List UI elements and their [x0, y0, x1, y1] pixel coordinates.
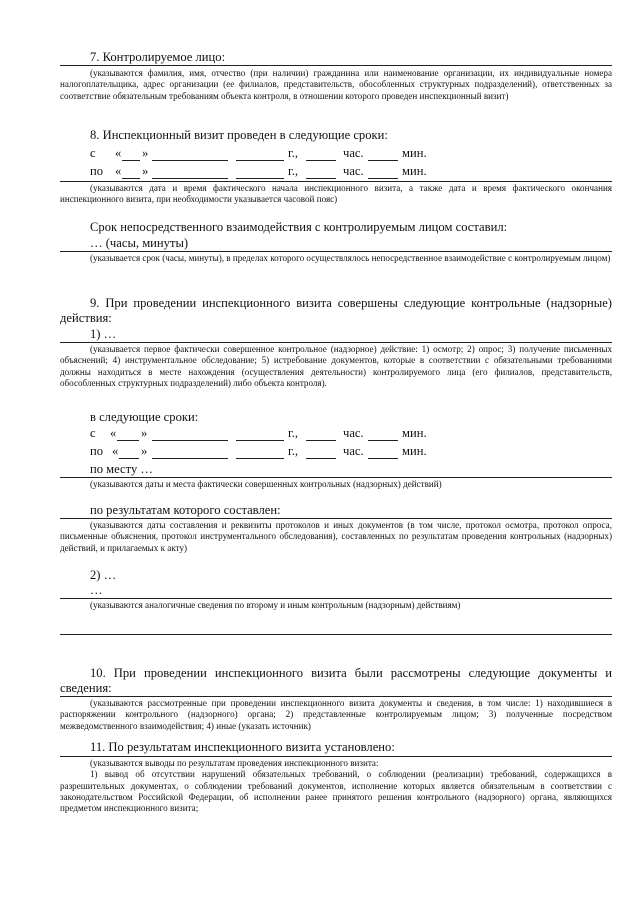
minute-field[interactable] [368, 440, 398, 441]
day-field[interactable] [122, 160, 140, 161]
date-row-from: с « » г., час. мин. [90, 146, 427, 160]
month-field[interactable] [152, 178, 228, 179]
action-result-label: по результатам которого составлен: [90, 503, 281, 517]
section-11-note: (указываются выводы по результатам проведения инспекционного визита: [60, 756, 612, 769]
action-place[interactable]: по месту … [90, 462, 154, 476]
hour-field[interactable] [306, 440, 336, 441]
hour-field[interactable] [306, 160, 336, 161]
month-field[interactable] [152, 160, 228, 161]
blank-line[interactable] [60, 634, 612, 635]
year-field[interactable] [236, 458, 284, 459]
term-note: (указывается срок (часы, минуты), в пределах которого осуществлялось непосредственное взаимодействие с контролируемым лицом) [60, 251, 612, 264]
action-place-note: (указываются даты и места фактически совершенных контрольных (надзорных) действий) [60, 477, 612, 490]
day-field[interactable] [117, 440, 139, 441]
day-field[interactable] [122, 178, 140, 179]
section-7-note: (указываются фамилия, имя, отчество (при наличии) гражданина или наименование организации, их индивидуальные номера налогоплательщика, адрес организации (ее филиалов, представительств, обособленных структурных подразделений), ответственных за соответствие обязательным требованиям объекта контроля, в отношении которого проведен инспекционный визит) [60, 68, 612, 101]
date-row-to: по « » г., час. мин. [90, 164, 427, 178]
action-date-row-from: с « » г., час. мин. [90, 426, 427, 440]
minute-field[interactable] [368, 160, 398, 161]
section-10-heading: 10. При проведении инспекционного визита были рассмотрены следующие документы и сведения: [60, 666, 612, 695]
action-2-note: (указываются аналогичные сведения по второму и иным контрольным (надзорным) действиям) [60, 598, 612, 611]
hour-field[interactable] [306, 458, 336, 459]
action-terms-label: в следующие сроки: [90, 410, 199, 424]
year-field[interactable] [236, 160, 284, 161]
action-1-note: (указывается первое фактически совершенное контрольное (надзорное) действие: 1) осмотр; 2) опрос; 3) получение письменных объяснений; 4) инструментальное обследование; 5) истребование документов, которые в соответствии с обязательными требованиями должны находиться в месте нахождения (осуществления деятельности) контролируемого лица (его филиалов, представительств, обособленных структурных подразделений) либо объекта контроля). [60, 344, 612, 388]
term-heading: Срок непосредственного взаимодействия с контролируемым лицом составил: [90, 220, 508, 234]
section-7-heading: 7. Контролируемое лицо: [60, 50, 612, 66]
section-9-heading: 9. При проведении инспекционного визита совершены следующие контрольные (надзорные) действия: [60, 296, 612, 325]
action-2-dots[interactable]: … [90, 583, 103, 597]
year-field[interactable] [236, 440, 284, 441]
section-8-note: (указываются дата и время фактического начала инспекционного визита, а также дата и время фактического окончания инспекционного визита, при необходимости указывается часовой пояс) [60, 183, 612, 205]
section-10-note: (указываются рассмотренные при проведении инспекционного визита документы и сведения, в том числе: 1) находившиеся в распоряжении контрольного (надзорного) органа; 2) представленные контролируемым лицом; 3) полученные посредством межведомственного взаимодействия; 4) иные (указать источник) [60, 698, 612, 731]
action-date-row-to: по « » г., час. мин. [90, 444, 427, 458]
term-value[interactable]: … (часы, минуты) [90, 236, 189, 250]
minute-field[interactable] [368, 458, 398, 459]
minute-field[interactable] [368, 178, 398, 179]
action-1[interactable]: 1) … [90, 327, 117, 341]
year-field[interactable] [236, 178, 284, 179]
section-11-heading: 11. По результатам инспекционного визита установлено: [90, 740, 395, 754]
hour-field[interactable] [306, 178, 336, 179]
section-11-paragraph-1: 1) вывод об отсутствии нарушений обязательных требований, о соблюдении (реализации) требований, содержащихся в разрешительных документах, о соблюдении требований документов, исполнение которых является обязательным в соответствии с законодательством Российской Федерации, об исполнении ранее принятого решения контрольного (надзорного) органа, являющихся предметом инспекционного визита; [60, 769, 612, 814]
action-2[interactable]: 2) … [90, 568, 117, 582]
section-8-heading: 8. Инспекционный визит проведен в следующие сроки: [90, 128, 388, 142]
day-field[interactable] [119, 458, 139, 459]
month-field[interactable] [152, 440, 228, 441]
action-result-note: (указываются даты составления и реквизиты протоколов и иных документов (в том числе, протокол осмотра, протокол опроса, письменные объяснения, протокол инструментального обследования), составленных по результатам проведения контрольных (надзорных) действий, и прилагаемых к акту) [60, 520, 612, 553]
month-field[interactable] [152, 458, 228, 459]
